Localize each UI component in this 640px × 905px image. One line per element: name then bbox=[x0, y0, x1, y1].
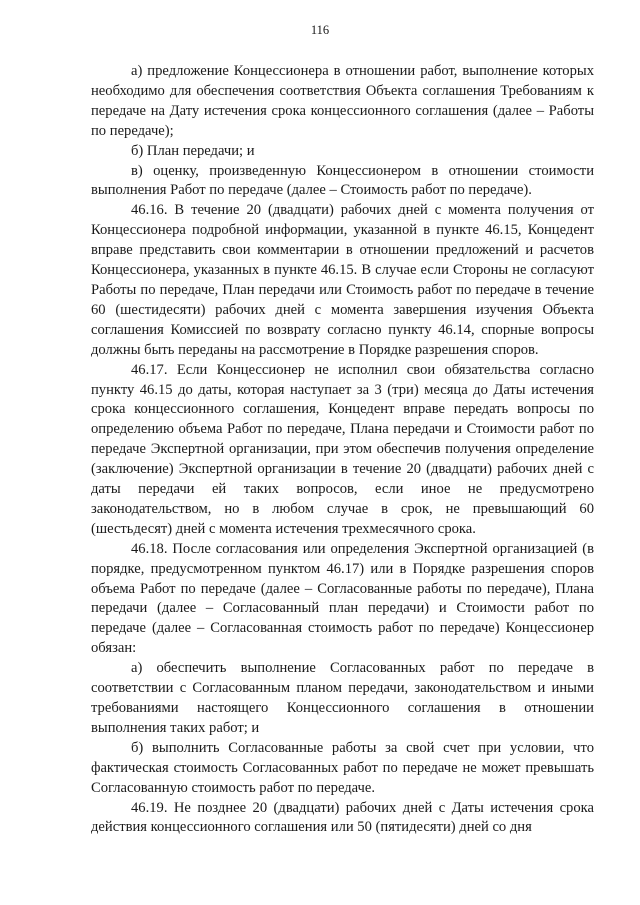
paragraph-item-a-transfer-works: а) предложение Концессионера в отношении работ, выполнение которых необходимо для обеспечения соответствия Объекта соглашения Требованиям к передаче на Дату истечения срока концессионного соглашения (далее – Работы по передаче); bbox=[91, 63, 594, 139]
paragraph-clause-46-19: 46.19. Не позднее 20 (двадцати) рабочих дней с Даты истечения срока действия концессионного соглашения или 50 (пятидесяти) дней со дня bbox=[91, 799, 594, 836]
paragraph-clause-46-16: 46.16. В течение 20 (двадцати) рабочих дней с момента получения от Концессионера подробной информации, указанной в пункте 46.15, Концедент вправе представить свои комментарии в отношении предложений и расчетов Концессионера, указанных в пункте 46.15. В случае если Стороны не согласуют Работы по передаче, План передачи или Стоимость работ по передаче в течение 60 (шестидесяти) рабочих дней с момента завершения изучения Объекта соглашения Комиссией по возврату согласно пункту 46.14, спорные вопросы должны быть переданы на рассмотрение в Порядке разрешения споров. bbox=[91, 202, 594, 358]
page-number: 116 bbox=[310, 23, 330, 37]
paragraph-clause-46-18: 46.18. После согласования или определения Экспертной организацией (в порядке, предусмотренном пунктом 46.17) или в Порядке разрешения споров объема Работ по передаче (далее – Согласованные работы по передаче), Плана передачи (далее – Согласованный план передачи) и Стоимости работ по передаче (далее – Согласованная стоимость работ по передаче) Концессионер обязан: bbox=[91, 540, 594, 657]
paragraph-clause-46-18-item-b: б) выполнить Согласованные работы за свой счет при условии, что фактическая стоимость Согласованных работ по передаче не может превышать Согласованную стоимость работ по передаче. bbox=[91, 739, 594, 796]
paragraph-clause-46-17: 46.17. Если Концессионер не исполнил свои обязательства согласно пункту 46.15 до даты, которая наступает за 3 (три) месяца до Даты истечения срока концессионного соглашения, Концедент вправе передать вопросы по определению объема Работ по передаче, Плана передачи и Стоимости работ по передаче Экспертной организации, при этом обеспечив получения определение (заключение) Экспертной организации в течение 20 (двадцати) рабочих дней с даты передачи ей таких вопросов, если иное не предусмотрено законодательством, но в любом случае в срок, не превышающий 60 (шестьдесят) дней с момента истечения трехмесячного срока. bbox=[91, 361, 594, 537]
paragraph-item-b-transfer-plan: б) План передачи; и bbox=[131, 142, 255, 159]
document-body bbox=[91, 62, 594, 838]
paragraph-clause-46-18-item-a: а) обеспечить выполнение Согласованных работ по передаче в соответствии с Согласованным планом передачи, законодательством и иными требованиями настоящего Концессионного соглашения в отношении выполнения таких работ; и bbox=[91, 660, 594, 736]
paragraph-item-c-cost-estimate: в) оценку, произведенную Концессионером в отношении стоимости выполнения Работ по передаче (далее – Стоимость работ по передаче). bbox=[91, 162, 594, 199]
